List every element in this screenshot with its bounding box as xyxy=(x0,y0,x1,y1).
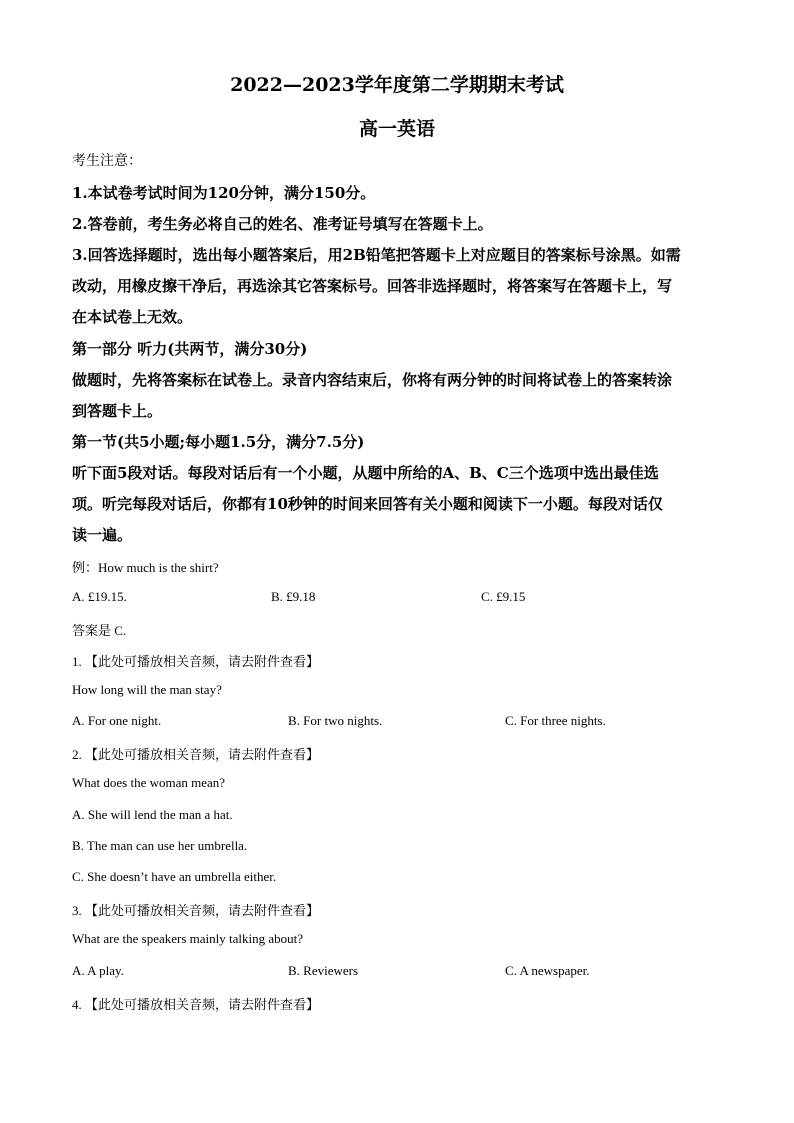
notice-item-2: 2.答卷前，考生务必将自己的姓名、准考证号填写在答题卡上。 xyxy=(72,215,493,233)
part1-heading: 第一部分 听力(共两节，满分30分) xyxy=(72,340,308,358)
q2-option-b: B. The man can use her umbrella. xyxy=(72,838,248,853)
q4-audio-placeholder: 4. 【此处可播放相关音频，请去附件查看】 xyxy=(72,997,320,1012)
exam-subtitle: 高一英语 xyxy=(358,118,435,140)
notice-item-3-line-1: 3.回答选择题时，选出每小题答案后，用2B铅笔把答题卡上对应题目的答案标号涂黑。如需 xyxy=(72,246,681,264)
q3-option-c: C. A newspaper. xyxy=(505,963,590,978)
q1-option-a: A. For one night. xyxy=(72,713,162,728)
q3-option-b: B. Reviewers xyxy=(288,963,359,978)
notice-item-1: 1.本试卷考试时间为120分钟，满分150分。 xyxy=(72,184,376,202)
q1-option-b: B. For two nights. xyxy=(288,713,383,728)
q2-option-c: C. She doesn’t have an umbrella either. xyxy=(72,869,277,884)
example-question: 例：How much is the shirt? xyxy=(72,560,219,575)
exam-title: 2022—2023学年度第二学期期末考试 xyxy=(230,74,564,96)
notice-item-3-line-3: 在本试卷上无效。 xyxy=(72,308,193,326)
example-option-a: A. £19.15. xyxy=(72,589,127,604)
q2-option-a: A. She will lend the man a hat. xyxy=(72,807,233,822)
example-option-c: C. £9.15 xyxy=(481,589,526,604)
part1-instructions-line-2: 到答题卡上。 xyxy=(72,402,163,420)
q2-audio-placeholder: 2. 【此处可播放相关音频，请去附件查看】 xyxy=(72,747,320,762)
q1-option-c: C. For three nights. xyxy=(505,713,606,728)
q2-question: What does the woman mean? xyxy=(72,775,226,790)
q1-question: How long will the man stay? xyxy=(72,682,222,697)
q3-question: What are the speakers mainly talking about? xyxy=(72,931,304,946)
example-option-b: B. £9.18 xyxy=(271,589,316,604)
section1-instructions-line-1: 听下面5段对话。每段对话后有一个小题，从题中所给的A、B、C三个选项中选出最佳选 xyxy=(72,464,659,482)
example-answer: 答案是 C. xyxy=(72,623,127,638)
q3-audio-placeholder: 3. 【此处可播放相关音频，请去附件查看】 xyxy=(72,903,320,918)
section1-instructions-line-3: 读一遍。 xyxy=(72,526,133,544)
q3-option-a: A. A play. xyxy=(72,963,124,978)
q1-audio-placeholder: 1. 【此处可播放相关音频，请去附件查看】 xyxy=(72,654,320,669)
section1-heading: 第一节(共5小题;每小题1.5分，满分7.5分) xyxy=(72,433,365,451)
section1-instructions-line-2: 项。听完每段对话后，你都有10秒钟的时间来回答有关小题和阅读下一小题。每段对话仅 xyxy=(72,495,663,513)
part1-instructions-line-1: 做题时，先将答案标在试卷上。录音内容结束后，你将有两分钟的时间将试卷上的答案转涂 xyxy=(72,371,673,389)
notice-heading: 考生注意： xyxy=(72,154,142,169)
notice-item-3-line-2: 改动，用橡皮擦干净后，再选涂其它答案标号。回答非选择题时，将答案写在答题卡上，写 xyxy=(72,277,673,295)
